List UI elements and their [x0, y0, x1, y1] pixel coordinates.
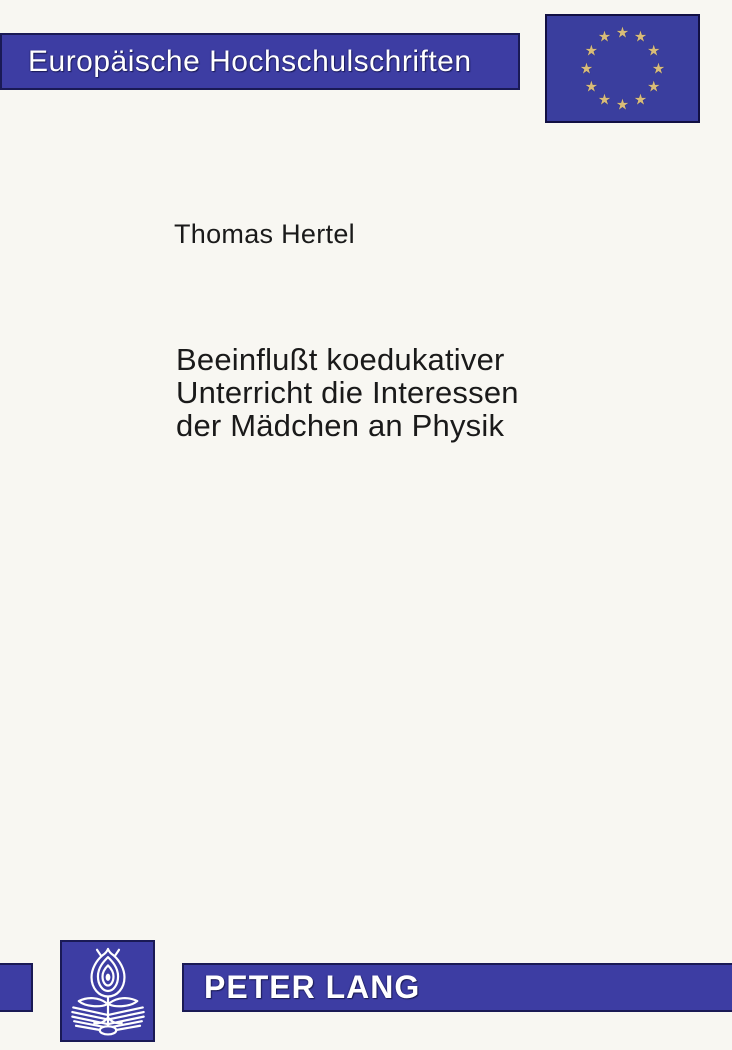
- eu-star-icon: ★: [584, 42, 599, 59]
- eu-star-icon: ★: [646, 42, 661, 59]
- series-banner-label: Europäische Hochschulschriften: [28, 44, 472, 78]
- book-title-line-1: Beeinflußt koedukativer: [176, 342, 505, 377]
- eu-star-icon: ★: [646, 78, 661, 95]
- eu-star-icon: ★: [615, 24, 630, 41]
- eu-star-icon: ★: [597, 28, 612, 46]
- eu-star-icon: ★: [597, 91, 612, 109]
- peter-lang-logo: [60, 940, 155, 1042]
- eu-star-icon: ★: [579, 60, 594, 77]
- eu-star-icon: ★: [633, 91, 648, 109]
- publisher-name: PETER LANG: [204, 969, 421, 1005]
- book-title-line-2: Unterricht die Interessen: [176, 375, 519, 410]
- eu-star-icon: ★: [651, 60, 666, 77]
- eu-star-icon: ★: [615, 96, 630, 113]
- eu-star-icon: ★: [633, 28, 648, 46]
- book-title: [176, 343, 519, 442]
- banner-left-strip: [0, 963, 33, 1012]
- eu-star-icon: ★: [584, 78, 599, 95]
- eu-flag: [545, 14, 700, 123]
- tulip-book-icon: [65, 943, 151, 1039]
- author-name: Thomas Hertel: [174, 219, 355, 249]
- series-banner: [0, 33, 520, 90]
- publisher-banner: [182, 963, 732, 1012]
- book-title-line-3: der Mädchen an Physik: [176, 408, 505, 443]
